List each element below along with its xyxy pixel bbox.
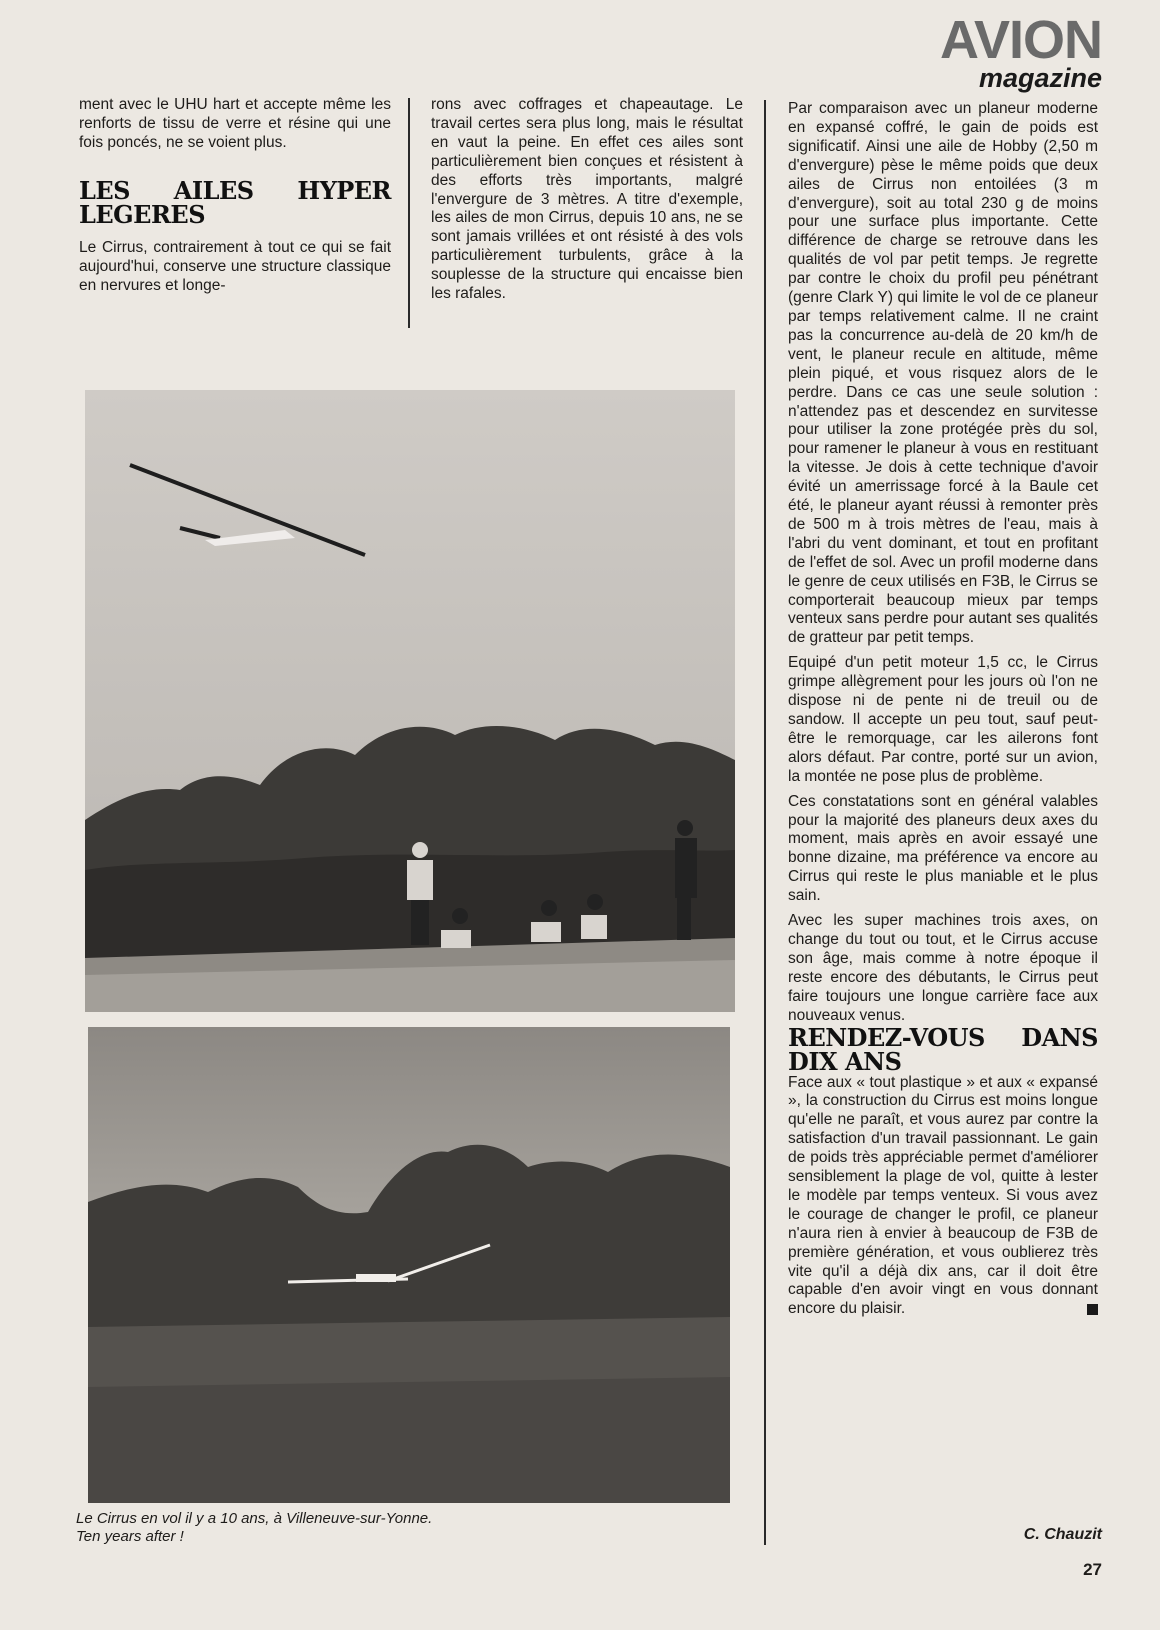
end-mark-icon <box>1087 1304 1098 1315</box>
caption-line-1: Le Cirrus en vol il y a 10 ans, à Villeneuve-sur-Yonne. <box>76 1510 433 1527</box>
photo-glider-treeline <box>88 1027 730 1503</box>
col1-paragraph-2: Le Cirrus, contrairement à tout ce qui se fait aujourd'hui, conserve une structure classique en nervures et longe- <box>79 238 391 294</box>
photo-pilots-glider <box>85 390 735 1012</box>
column-divider-1 <box>408 98 410 328</box>
col3-paragraph-2: Equipé d'un petit moteur 1,5 cc, le Cirrus grimpe allègrement pour les jours où l'on ne dispose ni de pente ni de treuil ou de sandow. Il accepte un peu tout, sauf peut-être le remorquage, car les ailerons font alors défaut. Par contre, porté sur un avion, la montée ne pose plus de problème. <box>788 654 1098 785</box>
column-2 <box>431 96 743 304</box>
section-heading-ailes: LES AILES HYPER LEGERES <box>79 175 391 229</box>
caption-line-2: Ten years after ! <box>76 1528 184 1545</box>
col2-paragraph-1: rons avec coffrages et chapeautage. Le travail certes sera plus long, mais le résultat en vaut la peine. En effet ces ailes sont particulièrement bien conçues et résistent à des efforts très importants, malgré l'envergure de 3 mètres. A titre d'exemple, les ailes de mon Cirrus, depuis 10 ans, ne se sont jamais vrillées et ont résisté à des vols particulièrement turbulents, grâce à la souplesse de la structure qui encaisse bien les rafales. <box>431 96 743 303</box>
author-name: C. Chauzit <box>1023 1526 1102 1543</box>
col3-paragraph-1: Par comparaison avec un planeur moderne en expansé coffré, le gain de poids est significatif. Ainsi une aile de Hobby (2,50 m d'envergure) pèse le même poids que deux ailes de Cirrus non entoilées (3 m d'envergure), soit au total 230 g de moins pour une surface plus importante. Cette différence de charge se retrouve dans les qualités de vol par petit temps. Je regrette par contre le choix du profil peu pénétrant (genre Clark Y) qui limite le vol de ce planeur par temps relativement calme. Il ne craint pas la concurrence au-delà de 20 km/h de vent, le planeur recule en altitude, même plein piqué, et vous risquez alors de le perdre. Dans ce cas une seule solution : n'attendez pas et descendez en survitesse pour utiliser la zone protégée près du sol, pour ramener le planeur à vous en restituant la vitesse. Je dois à cette technique d'avoir évité un amerrissage forcé à la Baule cet été, le planeur ayant réussi à remonter près de 500 m à trois mètres de l'eau, mais à l'abri du vent dominant, et tout en profitant de l'effet de sol. Avec un profil moderne dans le genre de ceux utilisés en F3B, le Cirrus se comporterait beaucoup mieux par temps venteux sans perdre pour autant ses qualités de gratteur par petit temps. <box>788 100 1098 647</box>
photo-caption <box>76 1510 696 1546</box>
page-number: 27 <box>1083 1560 1102 1579</box>
col1-paragraph-1: ment avec le UHU hart et accepte même les renforts de tissu de verre et résine qui une fois poncés, ne se voient plus. <box>79 96 391 151</box>
col3-paragraph-5-text: Face aux « tout plastique » et aux « expansé », la construction du Cirrus est moins longue qu'elle ne paraît, et vous aurez par contre la satisfaction d'un travail passionnant. Le gain de poids très appréciable permet d'améliorer sensiblement la plage de vol, quitte à lester le modèle par temps venteux. Si vous avez le courage de changer le profil, ce planeur n'aura rien à envier à beaucoup de F3B de première génération, et vous oublierez très vite qu'il a déjà dix ans, car il doit être capable d'en avoir vingt en vous donnant encore du plaisir. <box>788 1073 1098 1318</box>
section-heading-rendez-vous: RENDEZ-VOUS DANS DIX ANS <box>788 1022 1098 1076</box>
col3-paragraph-3: Ces constatations sont en général valables pour la majorité des planeurs deux axes du moment, mais après en avoir essayé une bonne dizaine, ma préférence va encore au Cirrus qui reste le plus maniable et le plus sain. <box>788 792 1098 905</box>
col3-paragraph-4: Avec les super machines trois axes, on change du tout ou tout, et le Cirrus accuse son âge, mais comme à notre époque il reste encore des débutants, le Cirrus peut faire toujours une longue carrière face aux nouveaux venus. <box>788 912 1098 1024</box>
column-divider-2 <box>764 100 766 1545</box>
masthead-brand: AVION <box>939 10 1102 70</box>
masthead <box>939 10 1102 93</box>
column-3 <box>788 100 1098 1319</box>
col3-paragraph-5 <box>788 1074 1098 1320</box>
column-1 <box>79 96 391 295</box>
masthead-sub: magazine <box>978 63 1102 93</box>
